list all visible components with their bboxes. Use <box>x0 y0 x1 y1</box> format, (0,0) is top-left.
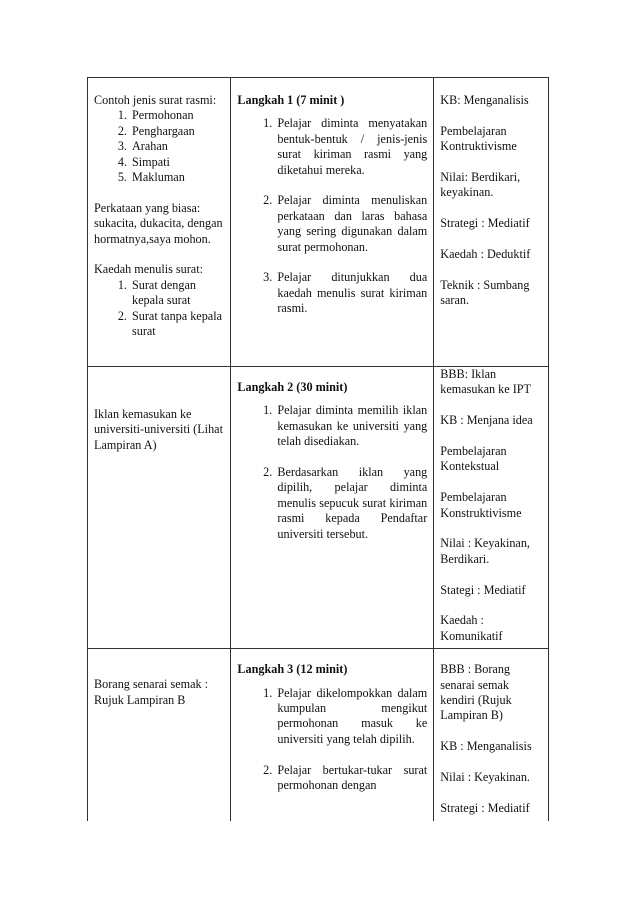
materials-text: Borang senarai semak : Rujuk Lampiran B <box>94 677 209 707</box>
writing-method-list <box>94 278 224 340</box>
list-item: 3. Arahan <box>130 139 224 154</box>
list-item: 4. Simpati <box>130 155 224 170</box>
note-text: Stategi : Mediatif <box>440 582 526 597</box>
step-list <box>237 403 427 542</box>
note-text: Pembelajaran Kontruktivisme <box>440 123 517 154</box>
steps-cell <box>231 78 434 367</box>
list-item: 5. Makluman <box>130 170 224 185</box>
note-text: KB : Menjana idea <box>440 413 533 428</box>
materials-cell <box>88 78 231 367</box>
list-item: 1. Pelajar diminta memilih iklan kemasukan ke universiti yang telah disediakan. <box>275 403 427 449</box>
note-text: Nilai : Keyakinan. <box>440 770 530 785</box>
step-list <box>237 116 427 316</box>
steps-cell <box>231 649 434 821</box>
letter-types-list <box>94 108 224 185</box>
list-item: 2. Pelajar diminta menuliskan perkataan dan laras bahasa yang sering digunakan dalam surat permohonan. <box>275 193 427 255</box>
steps-cell <box>231 367 434 649</box>
note-text: KB: Menganalisis <box>440 93 529 107</box>
note-text: Nilai: Berdikari, keyakinan. <box>440 170 521 200</box>
materials-cell <box>88 367 231 649</box>
writing-method-title: Kaedah menulis surat: <box>94 262 203 277</box>
notes-cell <box>434 78 549 367</box>
list-item: 1. Pelajar dikelompokkan dalam kumpulan mengikut permohonan masuk ke universiti yang telah dipilih. <box>275 686 427 748</box>
step-list <box>237 686 427 794</box>
note-text: Nilai : Keyakinan, Berdikari. <box>440 536 530 566</box>
note-text: BBB : Borang senarai semak kendiri (Rujuk Lampiran B) <box>440 662 512 723</box>
list-item: 1. Pelajar diminta menyatakan bentuk-bentuk / jenis-jenis surat kiriman rasmi yang diketahui mereka. <box>275 116 427 178</box>
note-text: Pembelajaran Kontekstual <box>440 444 507 474</box>
list-item: 1. Surat dengan kepala surat <box>130 278 224 309</box>
list-item: 3. Pelajar ditunjukkan dua kaedah menulis surat kiriman rasmi. <box>275 270 427 316</box>
step-heading: Langkah 3 (12 minit) <box>237 662 348 677</box>
common-phrases: Perkataan yang biasa: sukacita, dukacita, dengan hormatnya,saya mohon. <box>94 200 223 246</box>
list-item: 1. Permohonan <box>130 108 224 123</box>
step-heading: Langkah 2 (30 minit) <box>237 380 348 394</box>
notes-cell <box>434 649 549 821</box>
note-text: KB : Menganalisis <box>440 739 532 754</box>
note-text: Strategi : Mediatif <box>440 216 530 231</box>
list-item: 2. Penghargaan <box>130 124 224 139</box>
list-item: 2. Surat tanpa kepala surat <box>130 309 224 340</box>
materials-text: Iklan kemasukan ke universiti-universiti (Lihat Lampiran A) <box>94 407 223 452</box>
materials-cell <box>88 649 231 821</box>
notes-cell <box>434 367 549 649</box>
note-text: Strategi : Mediatif <box>440 800 530 815</box>
table-row <box>88 78 549 367</box>
note-text: Teknik : Sumbang saran. <box>440 277 530 308</box>
note-text: Kaedah : Deduktif <box>440 247 531 261</box>
list-item: 2. Pelajar bertukar-tukar surat permohonan dengan <box>275 763 427 794</box>
letter-types-intro: Contoh jenis surat rasmi: <box>94 93 217 107</box>
step-heading: Langkah 1 (7 minit ) <box>237 93 345 107</box>
lesson-plan-table <box>87 77 549 821</box>
list-item: 2. Berdasarkan iklan yang dipilih, pelajar diminta menulis sepucuk surat kiriman rasmi kepada Pendaftar universiti tersebut. <box>275 465 427 542</box>
table-row <box>88 649 549 821</box>
note-text: Pembelajaran Konstruktivisme <box>440 490 522 520</box>
note-text: Kaedah : Komunikatif <box>440 613 503 643</box>
note-text: BBB: Iklan kemasukan ke IPT <box>440 367 531 397</box>
table-row <box>88 367 549 649</box>
